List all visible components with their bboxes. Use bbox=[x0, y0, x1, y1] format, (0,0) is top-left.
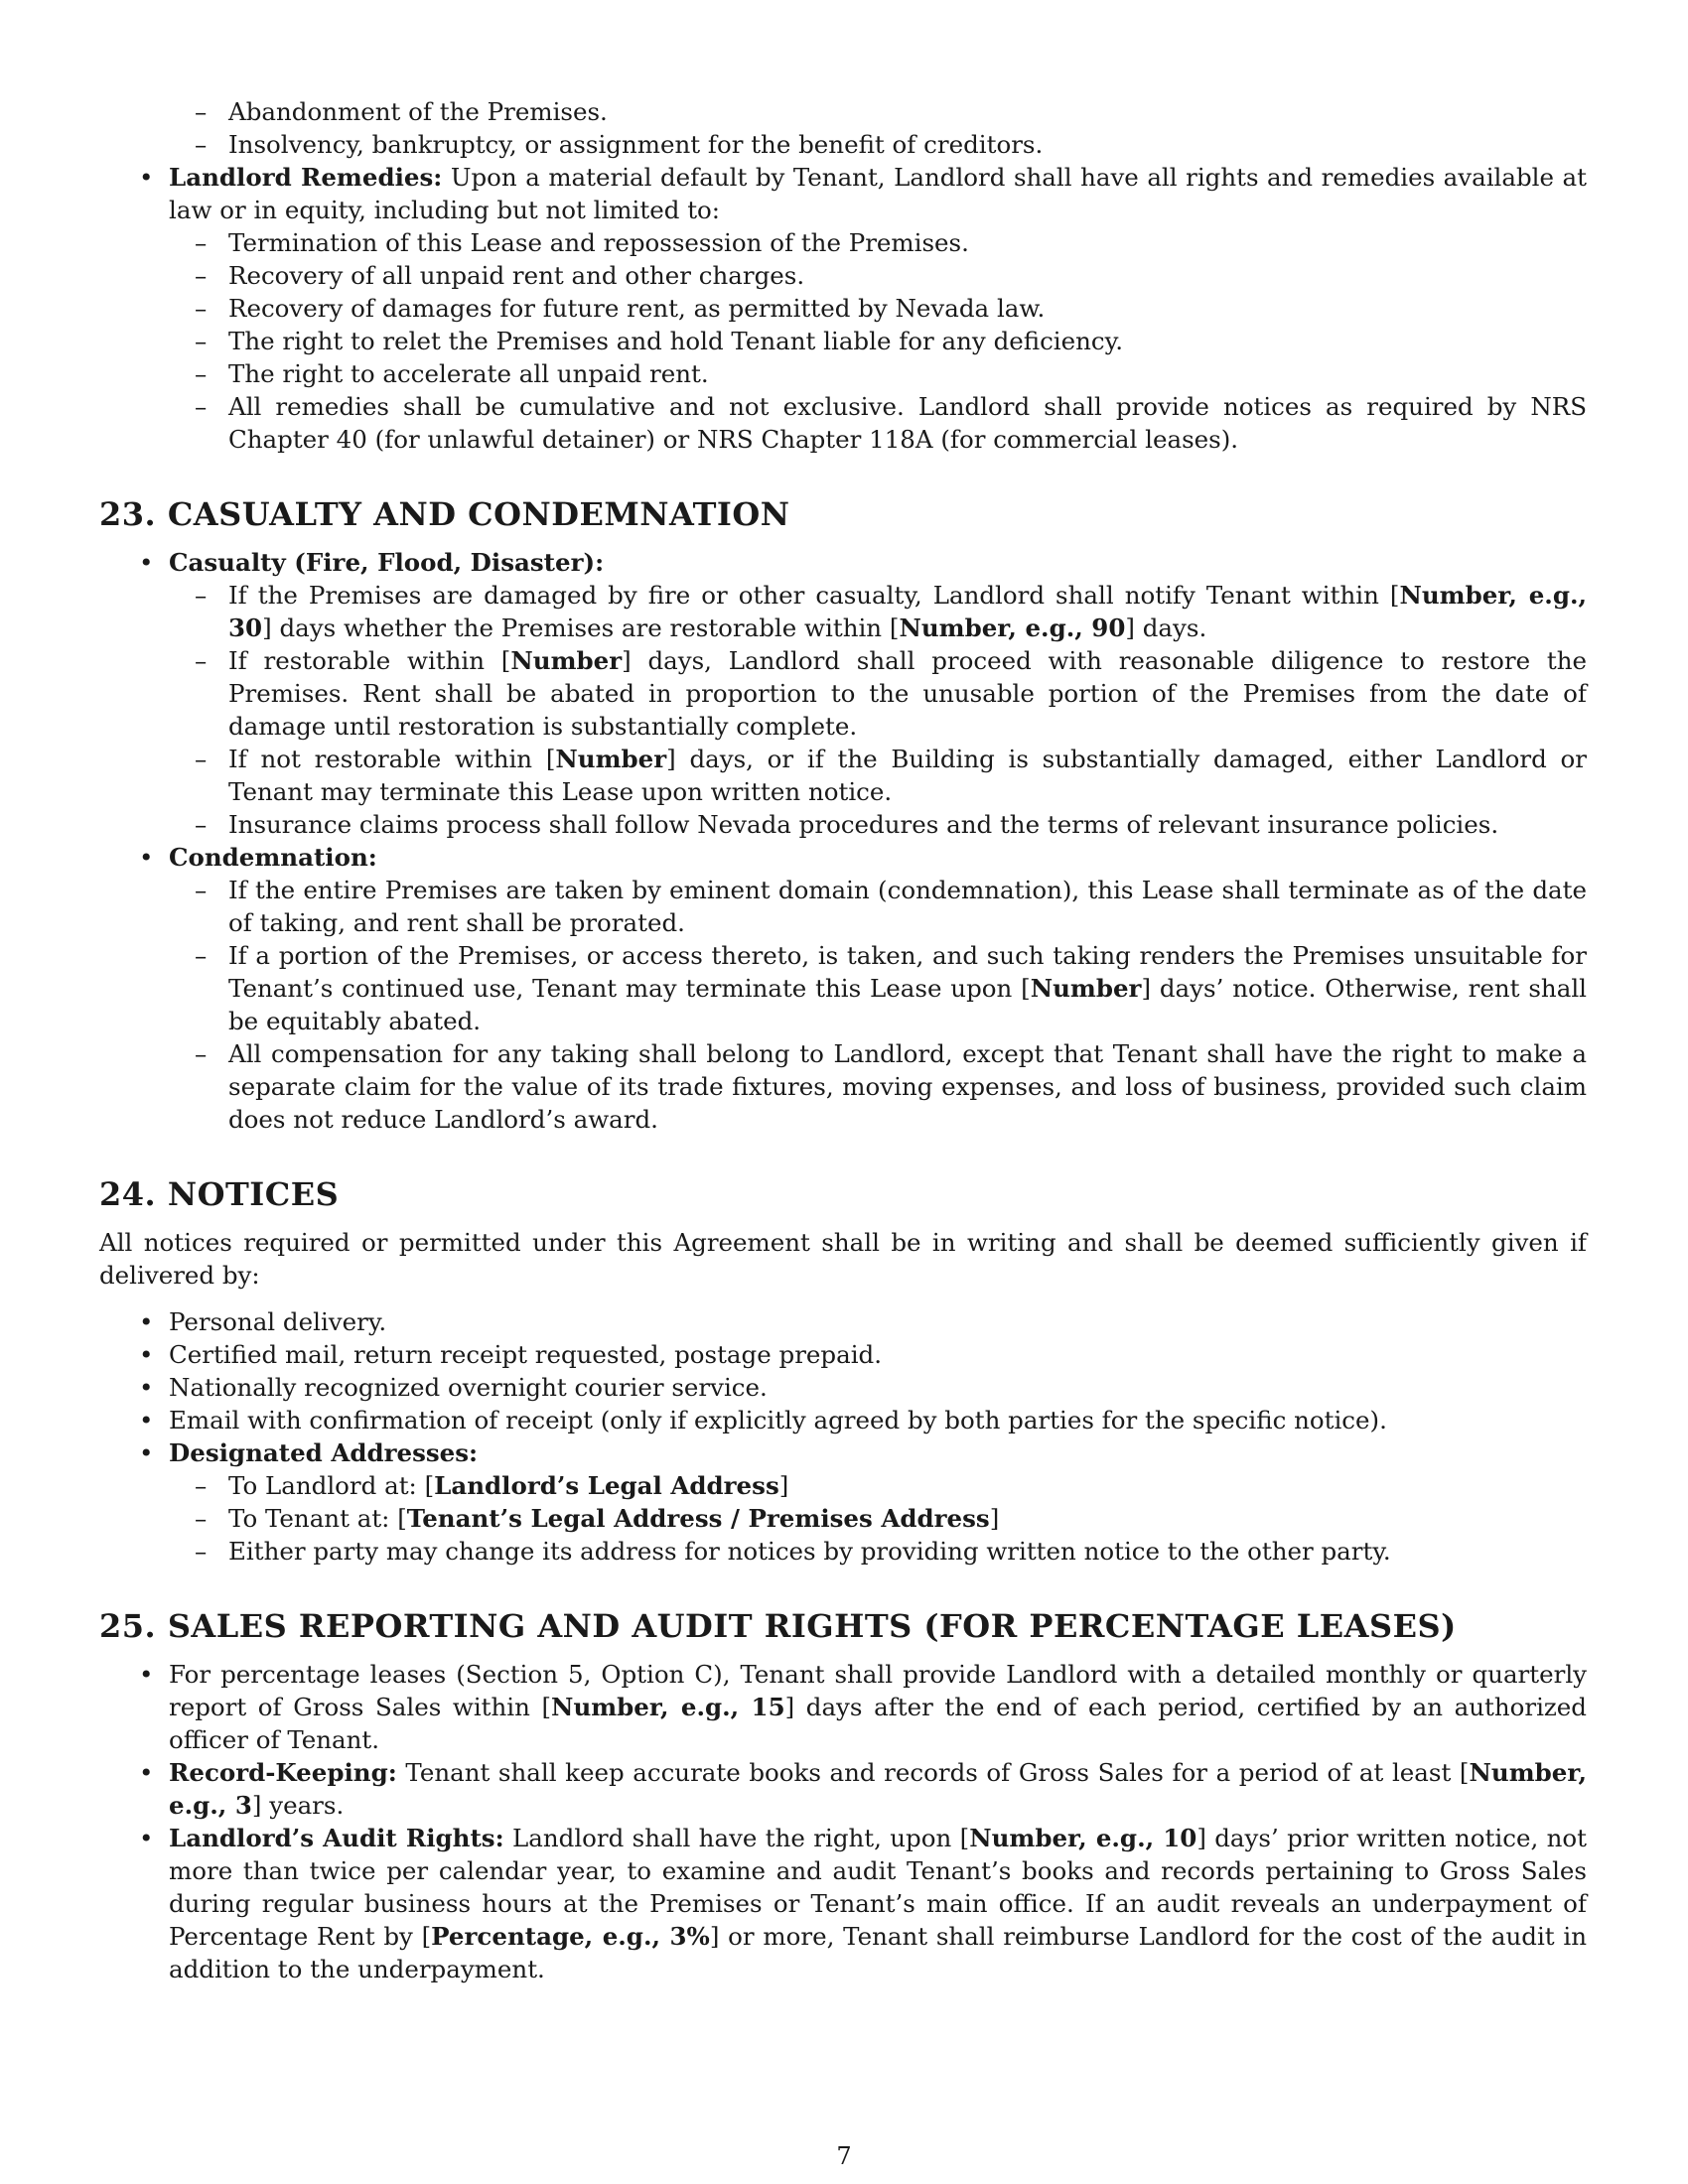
section-24-intro: All notices required or permitted under this Agreement shall be in writing and shall be deemed sufficiently given if delivered by: bbox=[99, 1228, 1587, 1290]
list-item: – All remedies shall be cumulative and not exclusive. Landlord shall provide notices as required by NRS Chapter 40 (for unlawful detainer) or NRS Chapter 118A (for commercial leases). bbox=[169, 390, 1587, 456]
section-23-list bbox=[99, 546, 1587, 1136]
list-item: – Either party may change its address for notices by providing written notice to the other party. bbox=[169, 1535, 1587, 1568]
list-item-condemnation: • Condemnation: – If the entire Premises are taken by eminent domain (condemnation), this Lease shall terminate as of the date of taking, and rent shall be prorated. – If a portion of the Premises, or access thereto, is taken, and such taking renders the Premises unsuitable for Tenant’s continued use, Tenant may terminate this Lease upon [Number] days’ notice. Otherwise, rent shall be equitably abated. – All compensation for any taking shall belong to Landlord, except that Tenant shall have the right to make a separate claim for the value of its trade fixtures, moving expenses, and loss of business, provided such claim does not reduce Landlord’s award. bbox=[99, 841, 1587, 1136]
list-item-record-keeping: • Record-Keeping: Tenant shall keep accurate books and records of Gross Sales for a period of at least [Number, e.g., 3] years. bbox=[99, 1756, 1587, 1822]
list-item: • Email with confirmation of receipt (only if explicitly agreed by both parties for the specific notice). bbox=[99, 1404, 1587, 1436]
list-item: – The right to accelerate all unpaid rent. bbox=[169, 357, 1587, 390]
list-item: – If not restorable within [Number] days, or if the Building is substantially damaged, either Landlord or Tenant may terminate this Lease upon written notice. bbox=[169, 743, 1587, 808]
section-25-list bbox=[99, 1658, 1587, 1985]
default-events-list bbox=[99, 95, 1587, 161]
remedies-sublist bbox=[169, 226, 1587, 456]
list-item-casualty: • Casualty (Fire, Flood, Disaster): – If the Premises are damaged by fire or other casualty, Landlord shall notify Tenant within [Number, e.g., 30] days whether the Premises are restorable within [Number, e.g., 90] days. – If restorable within [Number] days, Landlord shall proceed with reasonable diligence to restore the Premises. Rent shall be abated in proportion to the unusable portion of the Premises from the date of damage until restoration is substantially complete. – If not restorable within [Number] days, or if the Building is substantially damaged, either Landlord or Tenant may terminate this Lease upon written notice. – Insurance claims process shall follow Nevada procedures and the terms of relevant insurance policies. bbox=[99, 546, 1587, 841]
list-item: • Personal delivery. bbox=[99, 1305, 1587, 1338]
casualty-sublist bbox=[169, 579, 1587, 841]
list-item: – To Landlord at: [Landlord’s Legal Address] bbox=[169, 1469, 1587, 1502]
list-item: – The right to relet the Premises and hold Tenant liable for any deficiency. bbox=[169, 325, 1587, 357]
section-25-heading: 25. SALES REPORTING AND AUDIT RIGHTS (FOR PERCENTAGE LEASES) bbox=[99, 1607, 1457, 1645]
list-item: • For percentage leases (Section 5, Option C), Tenant shall provide Landlord with a detailed monthly or quarterly report of Gross Sales within [Number, e.g., 15] days after the end of each period, certified by an authorized officer of Tenant. bbox=[99, 1658, 1587, 1756]
list-item: – Recovery of all unpaid rent and other charges. bbox=[169, 259, 1587, 292]
list-item-designated-addresses: • Designated Addresses: – To Landlord at: [Landlord’s Legal Address] – To Tenant at: [Tenant’s Legal Address / Premises Address] – Either party may change its address for notices by providing written notice to the other party. bbox=[99, 1436, 1587, 1568]
document-page bbox=[99, 95, 1587, 1985]
list-item: • Certified mail, return receipt requested, postage prepaid. bbox=[99, 1338, 1587, 1371]
list-item: – Insolvency, bankruptcy, or assignment for the benefit of creditors. bbox=[99, 128, 1587, 161]
list-item: – If the Premises are damaged by fire or other casualty, Landlord shall notify Tenant within [Number, e.g., 30] days whether the Premises are restorable within [Number, e.g., 90] days. bbox=[169, 579, 1587, 644]
section-24-list bbox=[99, 1305, 1587, 1568]
section-23-heading: 23. CASUALTY AND CONDEMNATION bbox=[99, 495, 790, 533]
list-item: – If the entire Premises are taken by eminent domain (condemnation), this Lease shall terminate as of the date of taking, and rent shall be prorated. bbox=[169, 874, 1587, 939]
list-item: – If a portion of the Premises, or access thereto, is taken, and such taking renders the Premises unsuitable for Tenant’s continued use, Tenant may terminate this Lease upon [Number] days’ notice. Otherwise, rent shall be equitably abated. bbox=[169, 939, 1587, 1037]
list-item: – Abandonment of the Premises. bbox=[99, 95, 1587, 128]
remedies-list bbox=[99, 161, 1587, 456]
list-item: – All compensation for any taking shall belong to Landlord, except that Tenant shall have the right to make a separate claim for the value of its trade fixtures, moving expenses, and loss of business, provided such claim does not reduce Landlord’s award. bbox=[169, 1037, 1587, 1136]
list-item: – If restorable within [Number] days, Landlord shall proceed with reasonable diligence to restore the Premises. Rent shall be abated in proportion to the unusable portion of the Premises from the date of damage until restoration is substantially complete. bbox=[169, 644, 1587, 743]
list-item: – Insurance claims process shall follow Nevada procedures and the terms of relevant insurance policies. bbox=[169, 808, 1587, 841]
list-item: – Recovery of damages for future rent, as permitted by Nevada law. bbox=[169, 292, 1587, 325]
list-item: – To Tenant at: [Tenant’s Legal Address / Premises Address] bbox=[169, 1502, 1587, 1535]
list-item-audit-rights: • Landlord’s Audit Rights: Landlord shall have the right, upon [Number, e.g., 10] days’ prior written notice, not more than twice per calendar year, to examine and audit Tenant’s books and records pertaining to Gross Sales during regular business hours at the Premises or Tenant’s main office. If an audit reveals an underpayment of Percentage Rent by [Percentage, e.g., 3%] or more, Tenant shall reimburse Landlord for the cost of the audit in addition to the underpayment. bbox=[99, 1822, 1587, 1985]
addresses-sublist bbox=[169, 1469, 1587, 1568]
list-item: • Nationally recognized overnight courier service. bbox=[99, 1371, 1587, 1404]
page-number: 7 bbox=[836, 2142, 852, 2170]
list-item: – Termination of this Lease and repossession of the Premises. bbox=[169, 226, 1587, 259]
section-24-heading: 24. NOTICES bbox=[99, 1175, 340, 1213]
condemnation-sublist bbox=[169, 874, 1587, 1136]
list-item-landlord-remedies: • Landlord Remedies: Upon a material default by Tenant, Landlord shall have all rights and remedies available at law or in equity, including but not limited to: – Termination of this Lease and repossession of the Premises. – Recovery of all unpaid rent and other charges. – Recovery of damages for future rent, as permitted by Nevada law. – The right to relet the Premises and hold Tenant liable for any deficiency. – The right to accelerate all unpaid rent. – All remedies shall be cumulative and not exclusive. Landlord shall provide notices as required by NRS Chapter 40 (for unlawful detainer) or NRS Chapter 118A (for commercial leases). bbox=[99, 161, 1587, 456]
